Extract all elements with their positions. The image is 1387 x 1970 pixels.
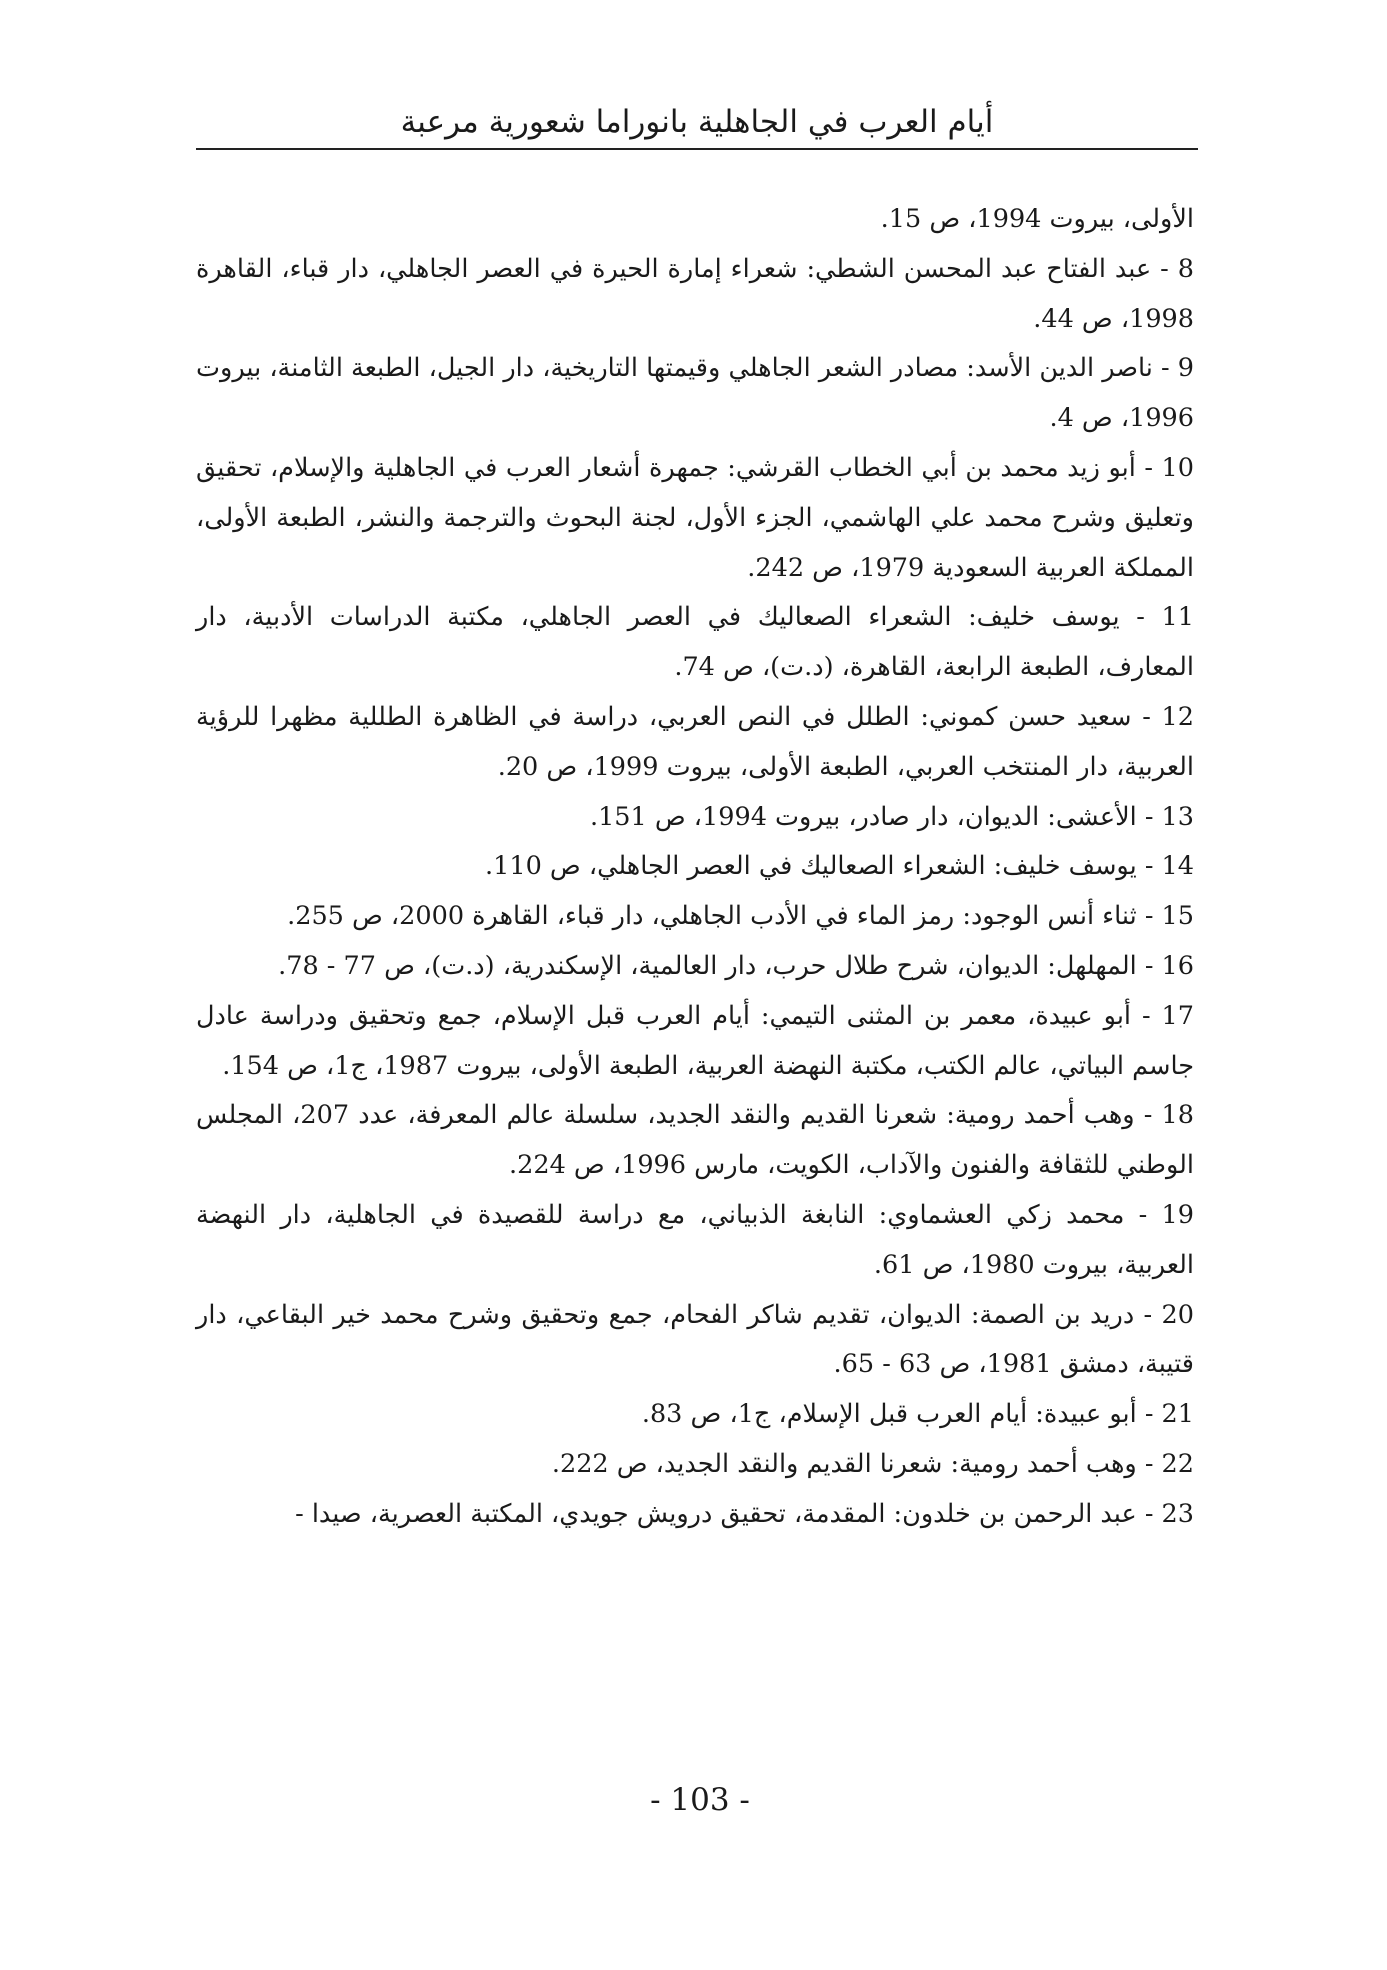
page-number: - 103 -: [650, 1782, 750, 1818]
note-21: 21 - أبو عبيدة: أيام العرب قبل الإسلام، ج1، ص 83.: [641, 1399, 1194, 1430]
note-18: 18 - وهب أحمد رومية: شعرنا القديم والنقد الجديد، سلسلة عالم المعرفة، عدد 207، المجلس الوطني للثقافة والفنون والآداب، الكويت، مارس 1996، ص 224.: [196, 1100, 1194, 1181]
note-19: 19 - محمد زكي العشماوي: النابغة الذبياني، مع دراسة للقصيدة في الجاهلية، دار النهضة العربية، بيروت 1980، ص 61.: [196, 1199, 1194, 1280]
note-22: 22 - وهب أحمد رومية: شعرنا القديم والنقد الجديد، ص 222.: [551, 1448, 1194, 1479]
note-9: 9 - ناصر الدين الأسد: مصادر الشعر الجاهلي وقيمتها التاريخية، دار الجيل، الطبعة الثامنة، بيروت 1996، ص 4.: [196, 353, 1194, 434]
note-15: 15 - ثناء أنس الوجود: رمز الماء في الأدب الجاهلي، دار قباء، القاهرة 2000، ص 255.: [287, 901, 1194, 932]
note-16: 16 - المهلهل: الديوان، شرح طلال حرب، دار العالمية، الإسكندرية، (د.ت)، ص 77 - 78.: [278, 950, 1194, 981]
note-10: 10 - أبو زيد محمد بن أبي الخطاب القرشي: جمهرة أشعار العرب في الجاهلية والإسلام، تحقيق وتعليق وشرح محمد علي الهاشمي، الجزء الأول، لجنة البحوث والترجمة والنشر، الطبعة الأولى، المملكة العربية السعودية 1979، ص 242.: [196, 452, 1194, 583]
note-11: 11 - يوسف خليف: الشعراء الصعاليك في العصر الجاهلي، مكتبة الدراسات الأدبية، دار المعارف، الطبعة الرابعة، القاهرة، (د.ت)، ص 74.: [196, 602, 1194, 683]
note-14: 14 - يوسف خليف: الشعراء الصعاليك في العصر الجاهلي، ص 110.: [485, 851, 1194, 882]
note-23: 23 - عبد الرحمن بن خلدون: المقدمة، تحقيق درويش جويدي، المكتبة العصرية، صيدا -: [295, 1498, 1194, 1529]
note-17: 17 - أبو عبيدة، معمر بن المثنى التيمي: أيام العرب قبل الإسلام، جمع وتحقيق ودراسة عادل جاسم البياتي، عالم الكتب، مكتبة النهضة العربية، الطبعة الأولى، بيروت 1987، ج1، ص 154.: [196, 1000, 1194, 1081]
note-continuation: الأولى، بيروت 1994، ص 15.: [880, 204, 1194, 234]
endnotes-list: [196, 195, 1194, 1540]
note-8: 8 - عبد الفتاح عبد المحسن الشطي: شعراء إمارة الحيرة في العصر الجاهلي، دار قباء، القاهرة 1998، ص 44.: [196, 253, 1194, 334]
note-20: 20 - دريد بن الصمة: الديوان، تقديم شاكر الفحام، جمع وتحقيق وشرح محمد خير البقاعي، دار قتيبة، دمشق 1981، ص 63 - 65.: [196, 1299, 1194, 1380]
note-12: 12 - سعيد حسن كموني: الطلل في النص العربي، دراسة في الظاهرة الطللية مظهرا للرؤية العربية، دار المنتخب العربي، الطبعة الأولى، بيروت 1999، ص 20.: [196, 701, 1194, 782]
note-13: 13 - الأعشى: الديوان، دار صادر، بيروت 1994، ص 151.: [589, 801, 1194, 832]
running-header: أيام العرب في الجاهلية بانوراما شعورية مرعبة: [196, 96, 1198, 150]
